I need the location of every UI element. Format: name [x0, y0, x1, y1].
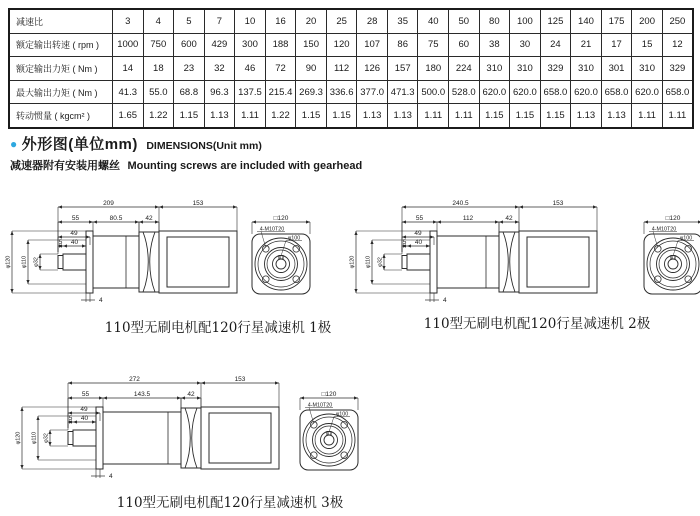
- drawing-shape: [209, 413, 271, 463]
- dim-label: 5: [68, 415, 73, 422]
- dim-label: □120: [273, 215, 289, 222]
- dim-arrow: [437, 220, 441, 223]
- table-cell: 250: [662, 9, 693, 33]
- dim-label: 42: [505, 215, 513, 222]
- dim-label: 153: [192, 200, 204, 207]
- spec-table-container: [8, 8, 694, 129]
- drawing-shape: [73, 430, 96, 446]
- drawing-shape: [143, 232, 148, 292]
- section-heading: [10, 133, 262, 154]
- dim-label: 240.5: [452, 200, 469, 207]
- flange-circle-label: φ100: [335, 411, 349, 418]
- drawing-shape: [93, 236, 139, 288]
- table-cell: 24: [540, 33, 571, 57]
- drawing-shape: [644, 234, 700, 294]
- drawing-shape: [267, 250, 295, 278]
- dimension-drawings: [0, 156, 700, 516]
- table-cell: 1.13: [204, 104, 235, 128]
- dim-label: 40: [70, 239, 79, 246]
- dim-label: φ110: [365, 255, 372, 269]
- table-cell: 224: [449, 57, 480, 81]
- dim-arrow: [135, 220, 139, 223]
- table-cell: 40: [418, 9, 449, 33]
- dim-arrow: [36, 456, 39, 460]
- dim-arrow: [402, 220, 406, 223]
- row-label: 额定输出力矩 ( Nm ): [9, 57, 113, 81]
- dim-arrow: [92, 420, 96, 423]
- row-label: 额定输出转速 ( rpm ): [9, 33, 113, 57]
- table-cell: 21: [571, 33, 602, 57]
- dim-label: φ32: [43, 433, 50, 443]
- table-cell: 25: [326, 9, 357, 33]
- table-cell: 23: [174, 57, 205, 81]
- dim-arrow: [68, 381, 72, 384]
- table-cell: 157: [387, 57, 418, 81]
- dim-arrow: [644, 220, 648, 223]
- table-cell: 215.4: [265, 80, 296, 104]
- flange-holes-label: 4-M10T20: [651, 226, 677, 233]
- dim-arrow: [370, 240, 373, 244]
- drawing-shape: [519, 231, 597, 293]
- table-row: [9, 80, 693, 104]
- drawing-shape: [647, 235, 699, 290]
- drawing-shape: [273, 256, 290, 273]
- table-cell: 600: [174, 33, 205, 57]
- table-cell: 1.15: [296, 104, 327, 128]
- flange-circle-label: φ100: [679, 235, 693, 242]
- dim-arrow: [197, 381, 201, 384]
- dim-arrow: [155, 220, 159, 223]
- dim-arrow: [20, 465, 23, 469]
- dim-arrow: [433, 220, 437, 223]
- table-cell: 137.5: [235, 80, 266, 104]
- dim-arrow: [201, 381, 205, 384]
- dim-label: φ120: [5, 255, 12, 269]
- table-cell: 1.15: [510, 104, 541, 128]
- table-cell: 41.3: [113, 80, 144, 104]
- dim-arrow: [430, 235, 434, 238]
- table-cell: 72: [265, 57, 296, 81]
- dim-arrow: [354, 396, 358, 399]
- table-cell: 20: [296, 9, 327, 33]
- dim-label: 4: [109, 473, 113, 480]
- row-label: 转动惯量 ( kgcm² ): [9, 104, 113, 128]
- table-cell: 750: [143, 33, 174, 57]
- table-cell: 15: [632, 33, 663, 57]
- dim-arrow: [515, 220, 519, 223]
- row-label: 最大输出力矩 ( Nm ): [9, 80, 113, 104]
- section-note-zh: 减速器附有安装用螺丝: [10, 160, 120, 172]
- table-cell: 1.22: [143, 104, 174, 128]
- dim-label: 4: [443, 297, 447, 304]
- drawing-shape: [300, 410, 358, 470]
- dim-arrow: [155, 205, 159, 208]
- drawing-shape: [255, 235, 307, 290]
- drawing-shape: [265, 248, 298, 281]
- table-cell: 310: [479, 57, 510, 81]
- table-cell: 1.13: [601, 104, 632, 128]
- dim-arrow: [177, 396, 181, 399]
- dim-label: φ32: [377, 257, 384, 267]
- drawing-shape: [315, 426, 343, 454]
- dim-arrow: [86, 235, 90, 238]
- drawing-shape: [657, 248, 690, 281]
- drawing-shape: [58, 256, 63, 269]
- spec-table: [8, 8, 694, 129]
- dim-label: 40: [414, 239, 423, 246]
- table-cell: 429: [204, 33, 235, 57]
- table-cell: 658.0: [601, 80, 632, 104]
- drawing-shape: [499, 232, 519, 292]
- dim-arrow: [20, 407, 23, 411]
- table-cell: 500.0: [418, 80, 449, 104]
- dim-arrow: [10, 289, 13, 293]
- table-cell: 269.3: [296, 80, 327, 104]
- dim-label: 153: [552, 200, 564, 207]
- table-cell: 175: [601, 9, 632, 33]
- table-cell: 200: [632, 9, 663, 33]
- drawing-shape: [313, 424, 346, 457]
- dim-arrow: [426, 244, 430, 247]
- dim-label: 55: [71, 215, 80, 222]
- drawing-shape: [103, 412, 181, 464]
- dim-arrow: [354, 289, 357, 293]
- flange-holes-label: 4-M10T20: [259, 226, 285, 233]
- dim-arrow: [306, 220, 310, 223]
- table-cell: 620.0: [571, 80, 602, 104]
- dim-arrow: [354, 231, 357, 235]
- table-cell: 75: [418, 33, 449, 57]
- table-cell: 86: [387, 33, 418, 57]
- flange-circle-label: φ100: [287, 235, 301, 242]
- dim-label: 55: [81, 391, 90, 398]
- drawing-caption: 110型无刷电机配120行星减速机 1极: [104, 320, 332, 336]
- dim-arrow: [10, 231, 13, 235]
- dim-arrow: [197, 396, 201, 399]
- dim-label: φ120: [349, 255, 356, 269]
- table-cell: 3: [113, 9, 144, 33]
- table-cell: 14: [113, 57, 144, 81]
- dim-arrow: [499, 220, 503, 223]
- table-cell: 310: [632, 57, 663, 81]
- table-cell: 620.0: [510, 80, 541, 104]
- drawing-shape: [185, 408, 190, 468]
- table-cell: 620.0: [479, 80, 510, 104]
- table-cell: 1.15: [540, 104, 571, 128]
- dim-arrow: [93, 220, 97, 223]
- table-cell: 30: [510, 33, 541, 57]
- dim-label: □120: [665, 215, 681, 222]
- dim-label: 5: [58, 239, 63, 246]
- table-cell: 10: [235, 9, 266, 33]
- table-cell: 188: [265, 33, 296, 57]
- table-cell: 112: [326, 57, 357, 81]
- table-row: [9, 57, 693, 81]
- flange-holes-label: 4-M10T20: [307, 402, 333, 409]
- drawing-shape: [303, 411, 355, 466]
- dim-arrow: [82, 244, 86, 247]
- table-cell: 60: [449, 33, 480, 57]
- dim-label: 4: [99, 297, 103, 304]
- table-cell: 1.11: [662, 104, 693, 128]
- table-cell: 310: [510, 57, 541, 81]
- drawing-shape: [668, 259, 678, 269]
- dim-arrow: [36, 416, 39, 420]
- dim-arrow: [68, 396, 72, 399]
- dim-arrow: [252, 220, 256, 223]
- dim-arrow: [26, 280, 29, 284]
- table-cell: 1.13: [387, 104, 418, 128]
- dim-arrow: [26, 240, 29, 244]
- drawing-group: [6, 200, 332, 336]
- row-label: 减速比: [9, 9, 113, 33]
- dim-arrow: [407, 244, 411, 247]
- table-cell: 46: [235, 57, 266, 81]
- dim-label: 49: [70, 230, 78, 237]
- dim-arrow: [159, 205, 163, 208]
- section-note-en: Mounting screws are included with gearhead: [127, 160, 363, 172]
- drawing-shape: [63, 254, 86, 270]
- table-cell: 17: [601, 33, 632, 57]
- table-cell: 471.3: [387, 80, 418, 104]
- table-cell: 140: [571, 9, 602, 33]
- table-cell: 658.0: [540, 80, 571, 104]
- table-cell: 125: [540, 9, 571, 33]
- table-cell: 96.3: [204, 80, 235, 104]
- table-row: [9, 104, 693, 128]
- table-cell: 1.13: [357, 104, 388, 128]
- table-cell: 1.65: [113, 104, 144, 128]
- drawing-shape: [192, 408, 197, 468]
- dim-label: 55: [415, 215, 424, 222]
- dim-arrow: [593, 205, 597, 208]
- table-cell: 1.15: [479, 104, 510, 128]
- drawing-shape: [659, 250, 687, 278]
- drawing-shape: [167, 237, 229, 287]
- drawing-shape: [96, 407, 103, 469]
- drawing-shape: [139, 232, 159, 292]
- table-row: [9, 33, 693, 57]
- dim-arrow: [58, 220, 62, 223]
- table-cell: 301: [601, 57, 632, 81]
- table-cell: 7: [204, 9, 235, 33]
- dim-arrow: [73, 420, 77, 423]
- drawing-shape: [665, 256, 682, 273]
- table-cell: 107: [357, 33, 388, 57]
- dim-arrow: [181, 396, 185, 399]
- table-cell: 35: [387, 9, 418, 33]
- table-cell: 329: [662, 57, 693, 81]
- dim-label: 272: [129, 376, 140, 383]
- table-cell: 150: [296, 33, 327, 57]
- dim-label: 49: [414, 230, 422, 237]
- drawing-shape: [276, 259, 286, 269]
- drawing-caption: 110型无刷电机配120行星减速机 2极: [423, 316, 651, 332]
- drawing-shape: [252, 234, 310, 294]
- table-cell: 38: [479, 33, 510, 57]
- dim-arrow: [519, 205, 523, 208]
- table-cell: 50: [449, 9, 480, 33]
- table-cell: 300: [235, 33, 266, 57]
- dim-label: 80.5: [109, 215, 123, 222]
- dim-label: 49: [80, 406, 88, 413]
- dim-label: 112: [462, 215, 474, 222]
- dim-label: 143.5: [133, 391, 151, 398]
- dim-label: φ110: [21, 255, 28, 269]
- table-cell: 1.15: [174, 104, 205, 128]
- dim-arrow: [58, 205, 62, 208]
- dim-label: φ110: [31, 431, 38, 445]
- dim-arrow: [103, 396, 107, 399]
- table-cell: 100: [510, 9, 541, 33]
- table-cell: 55.0: [143, 80, 174, 104]
- drawing-shape: [402, 256, 407, 269]
- table-cell: 1.11: [418, 104, 449, 128]
- drawing-shape: [321, 432, 338, 449]
- dim-arrow: [300, 396, 304, 399]
- drawing-shape: [150, 232, 155, 292]
- table-cell: 658.0: [662, 80, 693, 104]
- table-cell: 16: [265, 9, 296, 33]
- drawing-shape: [86, 231, 93, 293]
- table-cell: 32: [204, 57, 235, 81]
- table-cell: 68.8: [174, 80, 205, 104]
- dim-arrow: [402, 205, 406, 208]
- table-cell: 329: [540, 57, 571, 81]
- table-cell: 180: [418, 57, 449, 81]
- dim-arrow: [495, 220, 499, 223]
- dim-arrow: [233, 205, 237, 208]
- dim-label: 42: [187, 391, 195, 398]
- table-cell: 28: [357, 9, 388, 33]
- drawing-shape: [510, 232, 515, 292]
- drawing-group: [350, 200, 700, 332]
- dim-arrow: [515, 205, 519, 208]
- dim-arrow: [63, 244, 67, 247]
- dim-label: 42: [145, 215, 153, 222]
- drawing-shape: [324, 435, 334, 445]
- dim-arrow: [99, 396, 103, 399]
- dim-arrow: [275, 381, 279, 384]
- table-cell: 1.13: [571, 104, 602, 128]
- drawing-shape: [201, 407, 279, 469]
- table-cell: 1.11: [632, 104, 663, 128]
- drawing-shape: [159, 231, 237, 293]
- table-cell: 1.11: [235, 104, 266, 128]
- drawing-shape: [437, 236, 499, 288]
- table-cell: 126: [357, 57, 388, 81]
- bullet-icon: ●: [10, 137, 18, 151]
- dim-label: 209: [103, 200, 114, 207]
- drawing-shape: [430, 231, 437, 293]
- table-cell: 90: [296, 57, 327, 81]
- dim-label: φ32: [33, 257, 40, 267]
- drawing-group: [16, 376, 359, 511]
- dim-label: 40: [80, 415, 89, 422]
- drawing-shape: [68, 432, 73, 445]
- drawing-shape: [181, 408, 201, 468]
- table-cell: 310: [571, 57, 602, 81]
- table-cell: 120: [326, 33, 357, 57]
- table-cell: 1.15: [326, 104, 357, 128]
- table-cell: 12: [662, 33, 693, 57]
- table-cell: 620.0: [632, 80, 663, 104]
- table-cell: 18: [143, 57, 174, 81]
- drawing-shape: [527, 237, 589, 287]
- table-cell: 1.11: [449, 104, 480, 128]
- table-cell: 80: [479, 9, 510, 33]
- drawing-shape: [503, 232, 508, 292]
- table-cell: 528.0: [449, 80, 480, 104]
- table-cell: 1.22: [265, 104, 296, 128]
- dim-label: φ120: [15, 431, 22, 445]
- dim-arrow: [96, 411, 100, 414]
- table-cell: 4: [143, 9, 174, 33]
- dim-label: □120: [321, 391, 337, 398]
- dim-arrow: [370, 280, 373, 284]
- dim-arrow: [139, 220, 143, 223]
- section-title-en: DIMENSIONS(Unit mm): [146, 140, 262, 152]
- dim-label: 153: [234, 376, 246, 383]
- table-cell: 377.0: [357, 80, 388, 104]
- table-cell: 1000: [113, 33, 144, 57]
- drawing-caption: 110型无刷电机配120行星减速机 3极: [116, 495, 344, 511]
- dim-arrow: [89, 220, 93, 223]
- table-cell: 336.6: [326, 80, 357, 104]
- table-row: [9, 9, 693, 33]
- table-cell: 5: [174, 9, 205, 33]
- drawing-shape: [407, 254, 430, 270]
- dim-label: 5: [402, 239, 407, 246]
- section-title-zh: 外形图(单位mm): [21, 136, 138, 153]
